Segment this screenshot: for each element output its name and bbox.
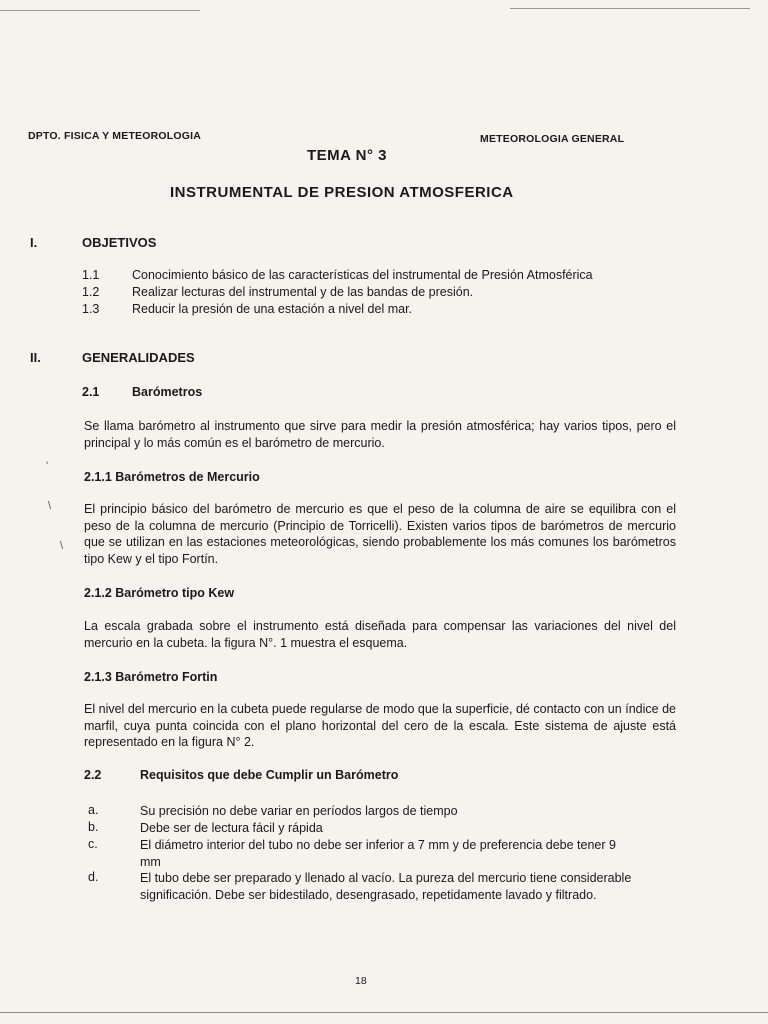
paragraph: El nivel del mercurio en la cubeta puede regularse de modo que la superficie, dé contacto con un índice de marfil, cuya punta coincida con el plano horizontal del cero de la escala. Este sistema de ajuste está representado en la figura N° 2. [84,702,676,749]
subsection-number: 2.2 [84,768,102,782]
section-numeral: I. [30,235,38,250]
paragraph: La escala grabada sobre el instrumento está diseñada para compensar las variaciones del nivel del mercurio en la cubeta. la figura N°. 1 muestra el esquema. [84,619,676,650]
subsection-title: 2.1.2 Barómetro tipo Kew [84,586,235,600]
list-item-letter: b. [88,820,99,834]
list-item-letter: d. [88,870,99,884]
margin-mark: ' [46,460,49,472]
scan-edge-line [510,8,750,9]
list-item: El tubo debe ser preparado y llenado al vacío. La pureza del mercurio tiene considerable significación. Debe ser bidestilado, desengrasado, repetidamente lavado y filtrado. [140,871,632,902]
scan-edge-line [0,1012,768,1013]
page-title: TEMA N° 3 [307,147,387,164]
page-subtitle: INSTRUMENTAL DE PRESION ATMOSFERICA [170,184,514,201]
subsection-title: 2.1.1 Barómetros de Mercurio [84,470,260,484]
paragraph: El principio básico del barómetro de mercurio es que el peso de la columna de aire se equilibra con el peso de la columna de mercurio (Principio de Torricelli). Existen varios tipos de barómetros de mercurio que se utilizan en las estaciones meteorológicas, siendo probablemente los más comunes los barómetros tipo Kew y el tipo Fortín. [84,502,676,566]
subsection-title: 2.1.3 Barómetro Fortin [84,670,218,684]
list-item: Realizar lecturas del instrumental y de las bandas de presión. [132,285,474,299]
margin-mark: \ [60,540,64,552]
paragraph: Se llama barómetro al instrumento que sirve para medir la presión atmosférica; hay varios tipos, pero el principal y lo más común es el barómetro de mercurio. [84,419,676,450]
list-item-letter: a. [88,803,99,817]
list-item-number: 1.1 [82,268,100,282]
subsection-title: Barómetros [132,385,203,399]
list-item: Su precisión no debe variar en períodos largos de tiempo [140,804,458,818]
margin-mark: \ [48,500,52,512]
section-heading: GENERALIDADES [82,350,195,365]
header-department: DPTO. FISICA Y METEOROLOGIA [28,130,202,142]
list-item: Conocimiento básico de las características del instrumental de Presión Atmosférica [132,268,593,282]
list-item: Debe ser de lectura fácil y rápida [140,821,323,835]
section-numeral: II. [30,350,41,365]
section-heading: OBJETIVOS [82,235,157,250]
list-item-number: 1.3 [82,302,100,316]
subsection-number: 2.1 [82,385,100,399]
header-course: METEOROLOGIA GENERAL [480,133,625,145]
subsection-title: Requisitos que debe Cumplir un Barómetro [140,768,399,782]
scan-edge-line [0,10,200,11]
list-item-number: 1.2 [82,285,100,299]
page-number: 18 [355,975,367,987]
list-item: El diámetro interior del tubo no debe ser inferior a 7 mm y de preferencia debe tener 9 mm [140,838,616,869]
list-item-letter: c. [88,837,98,851]
list-item: Reducir la presión de una estación a nivel del mar. [132,302,413,316]
